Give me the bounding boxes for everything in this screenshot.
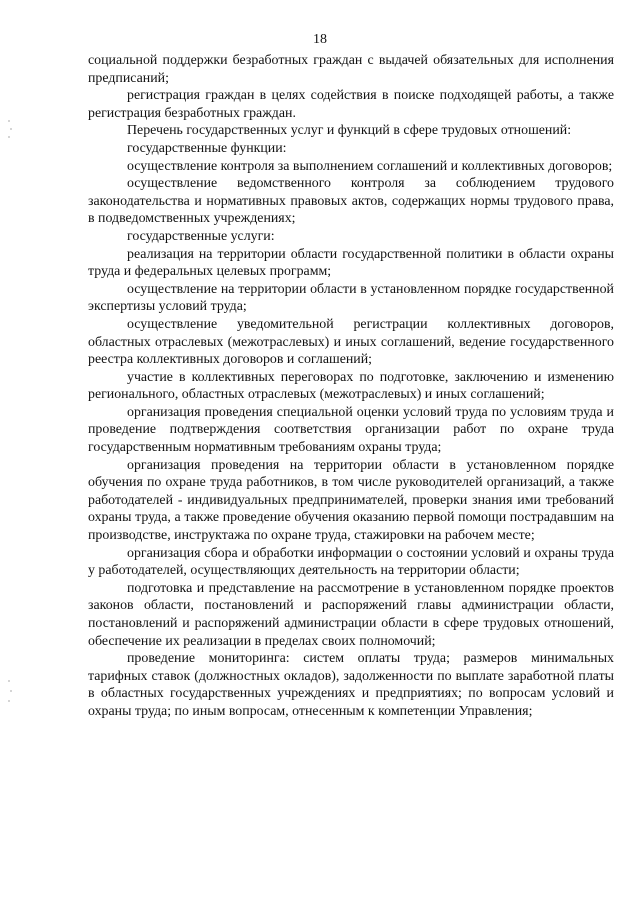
scan-speck [8, 120, 10, 122]
paragraph: регистрация граждан в целях содействия в поиске подходящей работы, а также регистрация безработных граждан. [88, 88, 614, 121]
scan-speck [8, 680, 10, 682]
scan-speck [8, 136, 10, 138]
scan-speck [10, 128, 12, 130]
page-number: 18 [313, 32, 327, 47]
paragraph: Перечень государственных услуг и функций в сфере трудовых отношений: [127, 123, 572, 139]
scan-speck [8, 700, 10, 702]
paragraph: организация сбора и обработки информации о состоянии условий и охраны труда у работодателей, осуществляющих деятельность на территории области; [88, 545, 614, 579]
scan-speck [10, 690, 12, 692]
paragraph: проведение мониторинга: систем оплаты труда; размеров минимальных тарифных ставок (должностных окладов), задолженности по выплате заработной платы в областных государственных учреждениях и предприятиях; по вопросам условий и охраны труда; по иным вопросам, отнесенным к компетенции Управления; [88, 651, 614, 719]
paragraph: осуществление на территории области в установленном порядке государственной экспертизы условий труда; [88, 281, 614, 315]
paragraph: осуществление контроля за выполнением соглашений и коллективных договоров; [127, 158, 613, 174]
document-body [88, 52, 614, 721]
paragraph: реализация на территории области государственной политики в области охраны труда и федеральных целевых программ; [88, 246, 614, 280]
paragraph: организация проведения специальной оценки условий труда по условиям труда и проведение подтверждения соответствия организации работ по охране труда государственным нормативным требованиям охраны труда; [88, 404, 614, 456]
paragraph: социальной поддержки безработных граждан с выдачей обязательных для исполнения предписаний; [88, 53, 614, 86]
paragraph: участие в коллективных переговорах по подготовке, заключению и изменению регионального, областных отраслевых (межотраслевых) и иных соглашений; [88, 369, 614, 403]
paragraph: подготовка и представление на рассмотрение в установленном порядке проектов законов области, постановлений и распоряжений главы администрации области, постановлений и распоряжений администрации области в сфере трудовых отношений, обеспечение их реализации в пределах своих полномочий; [88, 580, 614, 649]
paragraph: осуществление ведомственного контроля за соблюдением трудового законодательства и нормативных правовых актов, содержащих нормы трудового права, в подведомственных учреждениях; [88, 176, 614, 227]
paragraph: государственные услуги: [127, 228, 275, 244]
paragraph: государственные функции: [127, 140, 287, 156]
paragraph: осуществление уведомительной регистрации коллективных договоров, областных отраслевых (межотраслевых) и иных соглашений, ведение государственного реестра коллективных договоров и соглашений; [88, 316, 614, 368]
scan-margin-specks [8, 120, 14, 720]
paragraph: организация проведения на территории области в установленном порядке обучения по охране труда работников, в том числе руководителей организаций, а также работодателей - индивидуальных предпринимателей, проверки знания ими требований охраны труда, а также проведение обучения оказанию первой помощи пострадавшим на производстве, инструктажа по охране труда, стажировки на рабочем месте; [88, 457, 614, 544]
